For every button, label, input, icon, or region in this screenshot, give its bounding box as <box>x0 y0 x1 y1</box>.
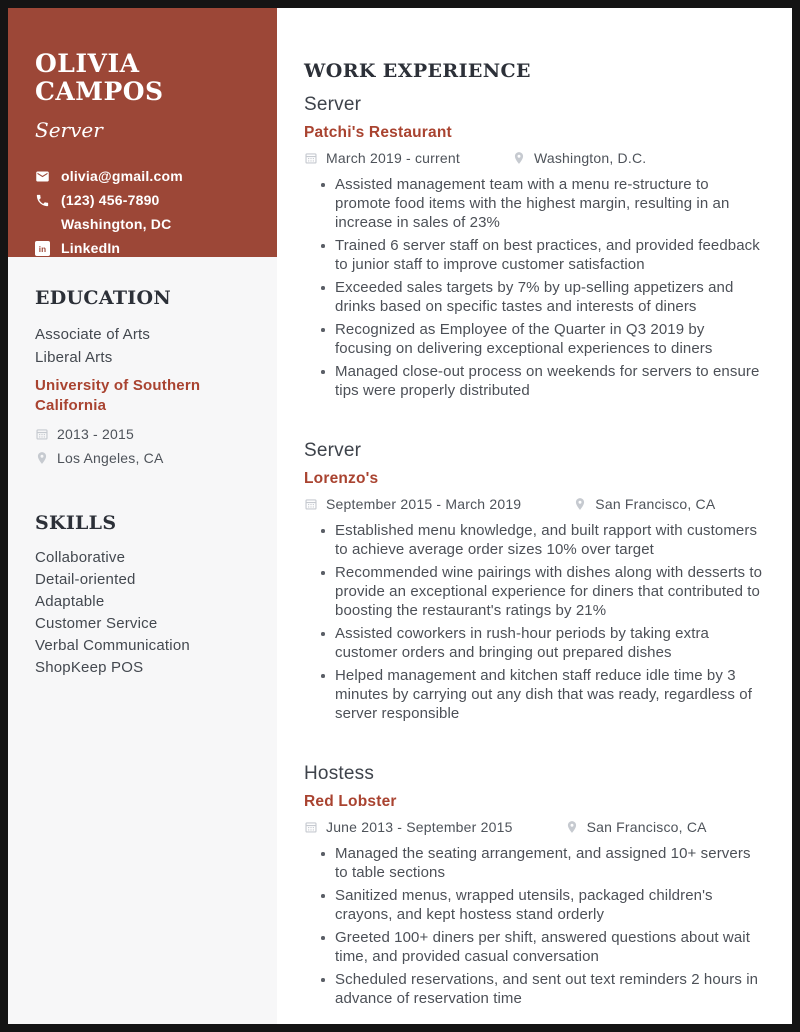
job-entry <box>304 94 764 400</box>
job-title: Server <box>304 440 362 461</box>
job-location-item <box>565 819 707 835</box>
education-degree-line: Liberal Arts <box>35 349 113 366</box>
skill-item: Customer Service <box>35 615 158 632</box>
bullet-item: Managed close-out process on weekends for servers to ensure tips were properly distributed <box>304 362 764 400</box>
bullet-item: Helped management and kitchen staff reduce idle time by 3 minutes by carrying out any dish that was ready, regardless of server responsible <box>304 666 764 723</box>
job-location: Washington, D.C. <box>533 150 647 166</box>
calendar-icon <box>304 820 318 834</box>
calendar-icon <box>35 427 49 441</box>
education-dates: 2013 - 2015 <box>57 426 134 442</box>
svg-text:in: in <box>38 244 47 254</box>
calendar-icon <box>304 497 318 511</box>
bullet-item: Assisted coworkers in rush-hour periods by taking extra customer orders and bringing out prepared dishes <box>304 624 764 662</box>
bullet-item: Exceeded sales targets by 7% by up-selling appetizers and drinks based on specific tastes and interests of diners <box>304 278 764 316</box>
person-name: OLIVIA CAMPOS <box>35 49 164 106</box>
contact-row <box>35 192 255 208</box>
contact-row <box>35 216 255 232</box>
bullet-item: Trained 6 server staff on best practices, and provided feedback to junior staff to improve customer satisfaction <box>304 236 764 274</box>
bullet-item: Assisted management team with a menu re-structure to promote food items with the highest margin, resulting in an increase in sales of 23% <box>304 175 764 232</box>
contact-row <box>35 168 255 184</box>
calendar-icon <box>304 151 318 165</box>
job-entry <box>304 763 764 1008</box>
job-bullets <box>304 844 764 1008</box>
bullet-item: Established menu knowledge, and built rapport with customers to achieve average order sizes 10% over target <box>304 521 764 559</box>
job-location-item <box>512 150 646 166</box>
job-meta-row <box>304 819 764 835</box>
job-title: Hostess <box>304 763 375 784</box>
linkedin-icon <box>35 241 50 256</box>
education-school: University of Southern California <box>35 377 201 414</box>
contact-text: olivia@gmail.com <box>61 168 183 184</box>
work-experience-heading: WORK EXPERIENCE <box>304 60 531 82</box>
bullet-item: Recognized as Employee of the Quarter in Q3 2019 by focusing on delivering exceptional experiences to diners <box>304 320 764 358</box>
bullet-item: Scheduled reservations, and sent out text reminders 2 hours in advance of reservation time <box>304 970 764 1008</box>
skill-item: Verbal Communication <box>35 637 190 654</box>
email-icon <box>35 169 50 184</box>
bullet-item: Greeted 100+ diners per shift, answered questions about wait time, and provided casual conversation <box>304 928 764 966</box>
skill-item: Adaptable <box>35 593 105 610</box>
bullet-item: Sanitized menus, wrapped utensils, packaged children's crayons, and kept hostess stand orderly <box>304 886 764 924</box>
contact-row <box>35 240 255 256</box>
education-lines <box>35 323 255 369</box>
bullet-item: Managed the seating arrangement, and assigned 10+ servers to table sections <box>304 844 764 882</box>
job-bullets <box>304 175 764 400</box>
skill-item: ShopKeep POS <box>35 659 144 676</box>
job-dates: March 2019 - current <box>326 150 460 166</box>
location-pin-icon <box>512 151 526 165</box>
job-location: San Francisco, CA <box>586 819 707 835</box>
main-column <box>277 8 792 1024</box>
sidebar-hero <box>8 8 277 257</box>
location-icon <box>35 217 50 232</box>
contact-text[interactable]: LinkedIn <box>61 240 121 256</box>
job-meta-row <box>304 150 764 166</box>
location-pin-icon <box>35 451 49 465</box>
resume-page <box>8 8 792 1024</box>
education-section <box>8 287 277 466</box>
education-dates-row <box>35 426 255 442</box>
skill-item: Collaborative <box>35 549 126 566</box>
job-company: Red Lobster <box>304 793 397 810</box>
phone-icon <box>35 193 50 208</box>
education-location: Los Angeles, CA <box>57 450 164 466</box>
job-meta-row <box>304 496 764 512</box>
job-location-item <box>573 496 715 512</box>
job-company: Lorenzo's <box>304 470 379 487</box>
job-dates-item <box>304 819 513 835</box>
job-entry <box>304 440 764 723</box>
education-location-row <box>35 450 255 466</box>
job-dates: June 2013 - September 2015 <box>326 819 513 835</box>
job-location: San Francisco, CA <box>595 496 716 512</box>
skill-item: Detail-oriented <box>35 571 136 588</box>
skills-heading: SKILLS <box>35 512 117 534</box>
skills-section <box>8 512 277 679</box>
job-list <box>304 94 764 1008</box>
location-pin-icon <box>573 497 587 511</box>
job-dates-item <box>304 150 460 166</box>
skill-list <box>35 547 255 679</box>
job-dates: September 2015 - March 2019 <box>326 496 522 512</box>
job-bullets <box>304 521 764 723</box>
education-heading: EDUCATION <box>35 287 171 309</box>
contact-text: (123) 456-7890 <box>61 192 160 208</box>
education-degree-line: Associate of Arts <box>35 326 151 343</box>
contact-text: Washington, DC <box>61 216 172 232</box>
bullet-item: Recommended wine pairings with dishes along with desserts to provide an exceptional experience for diners that contributed to boosting the restaurant's ratings by 21% <box>304 563 764 620</box>
job-title: Server <box>304 94 362 115</box>
location-pin-icon <box>565 820 579 834</box>
job-dates-item <box>304 496 521 512</box>
contact-list <box>35 168 255 256</box>
person-title: Server <box>35 118 103 142</box>
sidebar <box>8 8 277 1024</box>
job-company: Patchi's Restaurant <box>304 124 452 141</box>
